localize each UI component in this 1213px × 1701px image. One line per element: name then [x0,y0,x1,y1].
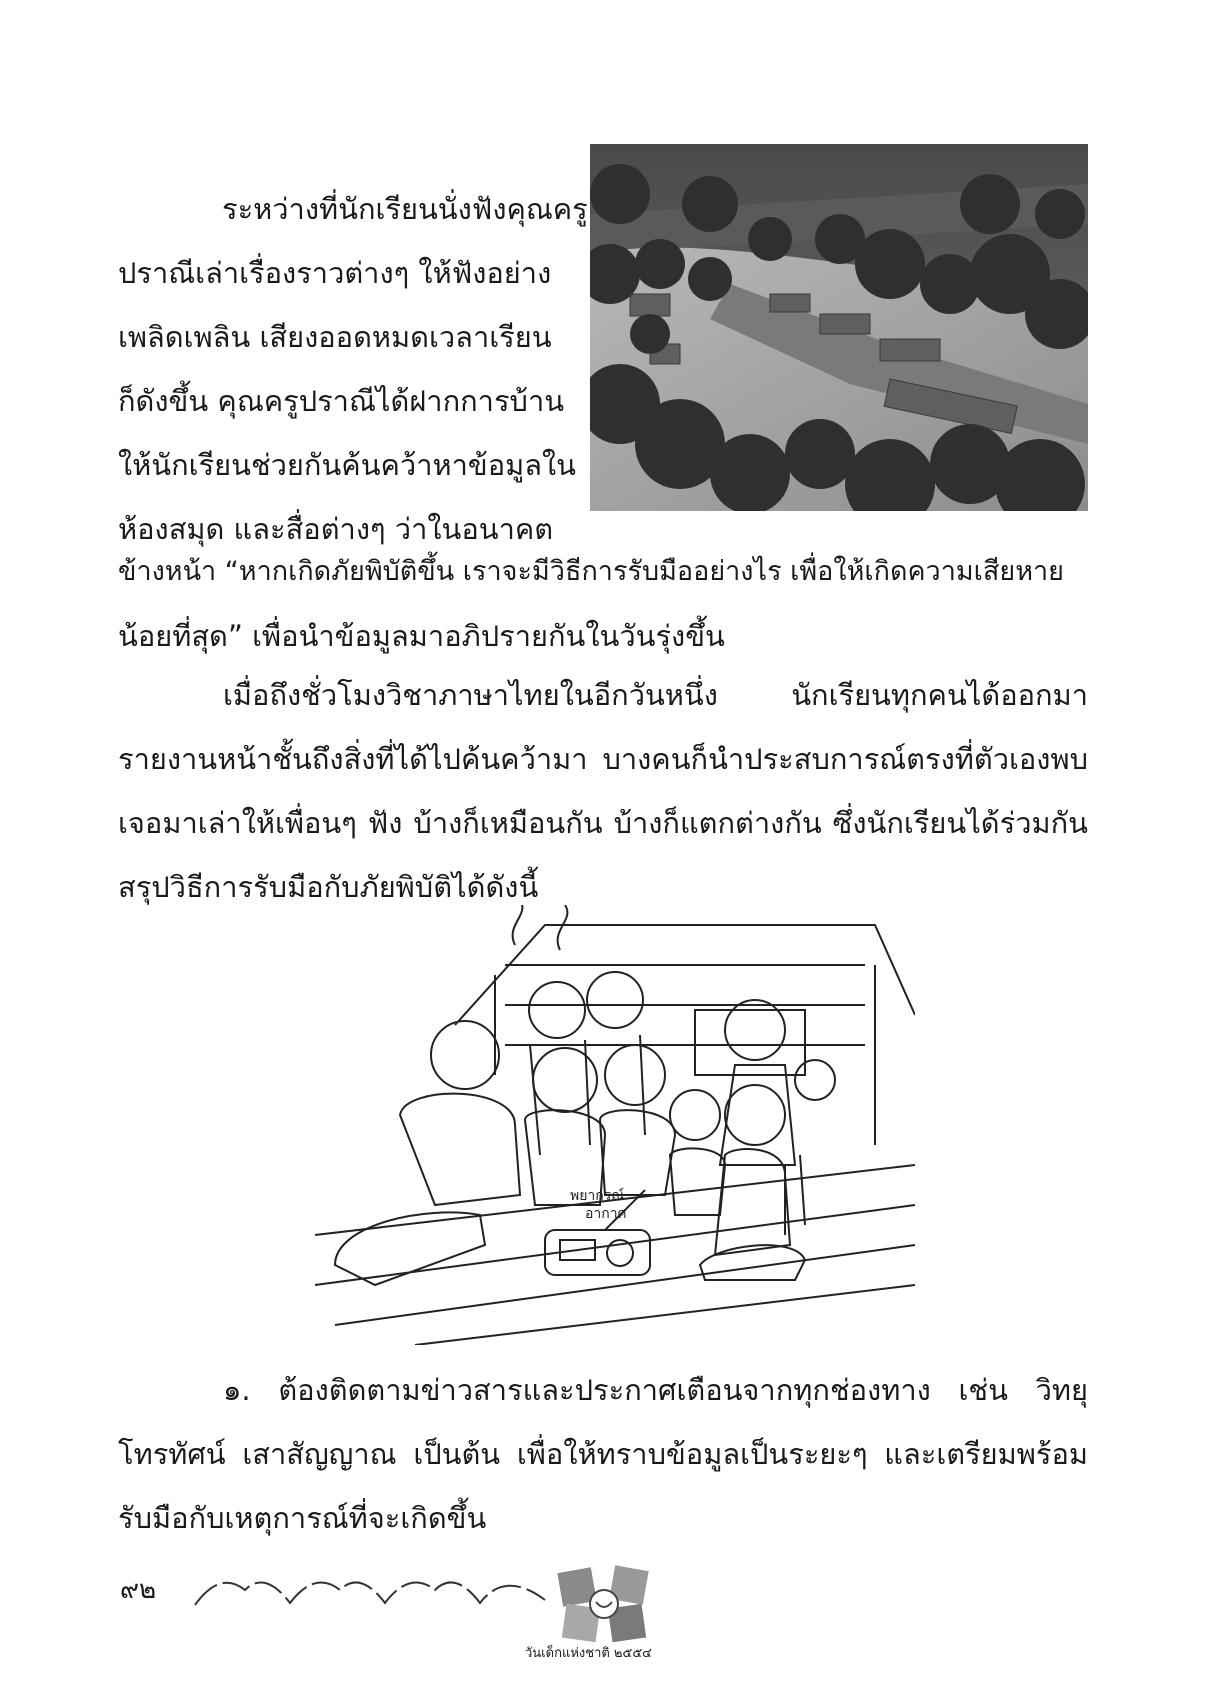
decorative-scallop-line [190,1565,550,1620]
illustration-label: พยากรณ์ [570,1188,625,1204]
paragraph1-line: เพลิดเพลิน เสียงออดหมดเวลาเรียน [118,320,552,354]
footer-caption: วันเด็กแห่งชาติ ๒๕๕๔ [525,1646,653,1661]
paragraph1-line: ก็ดังขึ้น คุณครูปราณีได้ฝากการบ้าน [118,384,565,418]
family-radio-illustration [315,905,915,1345]
childrens-day-logo [556,1564,652,1644]
paragraph1-line: ข้างหน้า “หากเกิดภัยพิบัติขึ้น เราจะมีวิธีการรับมืออย่างไร เพื่อให้เกิดความเสียหาย [118,556,1064,587]
paragraph1-line: ให้นักเรียนช่วยกันค้นคว้าหาข้อมูลใน [118,448,577,482]
item1-paragraph: ๑. ต้องติดตามข่าวสารและประกาศเตือนจากทุกช่องทาง เช่น วิทยุโทรทัศน์ เสาสัญญาณ เป็นต้น เพื่อให้ทราบข้อมูลเป็นระยะๆ และเตรียมพร้อมรับมือกับเหตุการณ์ที่จะเกิดขึ้น [118,1373,1088,1535]
page-number: ๙๒ [120,1575,157,1605]
paragraph1-line: ปราณีเล่าเรื่องราวต่างๆ ให้ฟังอย่าง [118,256,552,290]
paragraph1-line: ห้องสมุด และสื่อต่างๆ ว่าในอนาคต [118,512,554,546]
paragraph1-line: น้อยที่สุด” เพื่อนำข้อมูลมาอภิปรายกันในวันรุ่งขึ้น [118,619,725,653]
flood-photo [590,144,1088,511]
paragraph2: เมื่อถึงชั่วโมงวิชาภาษาไทยในอีกวันหนึ่ง นักเรียนทุกคนได้ออกมารายงานหน้าชั้นถึงสิ่งที่ได้ไปค้นคว้ามา บางคนก็นำประสบการณ์ตรงที่ตัวเองพบเจอมาเล่าให้เพื่อนๆ ฟัง บ้างก็เหมือนกัน บ้างก็แตกต่างกัน ซึ่งนักเรียนได้ร่วมกันสรุปวิธีการรับมือกับภัยพิบัติได้ดังนี้ [118,678,1088,904]
illustration-label: อากาศ [585,1206,627,1222]
paragraph1-line: ระหว่างที่นักเรียนนั่งฟังคุณครู [222,192,588,226]
